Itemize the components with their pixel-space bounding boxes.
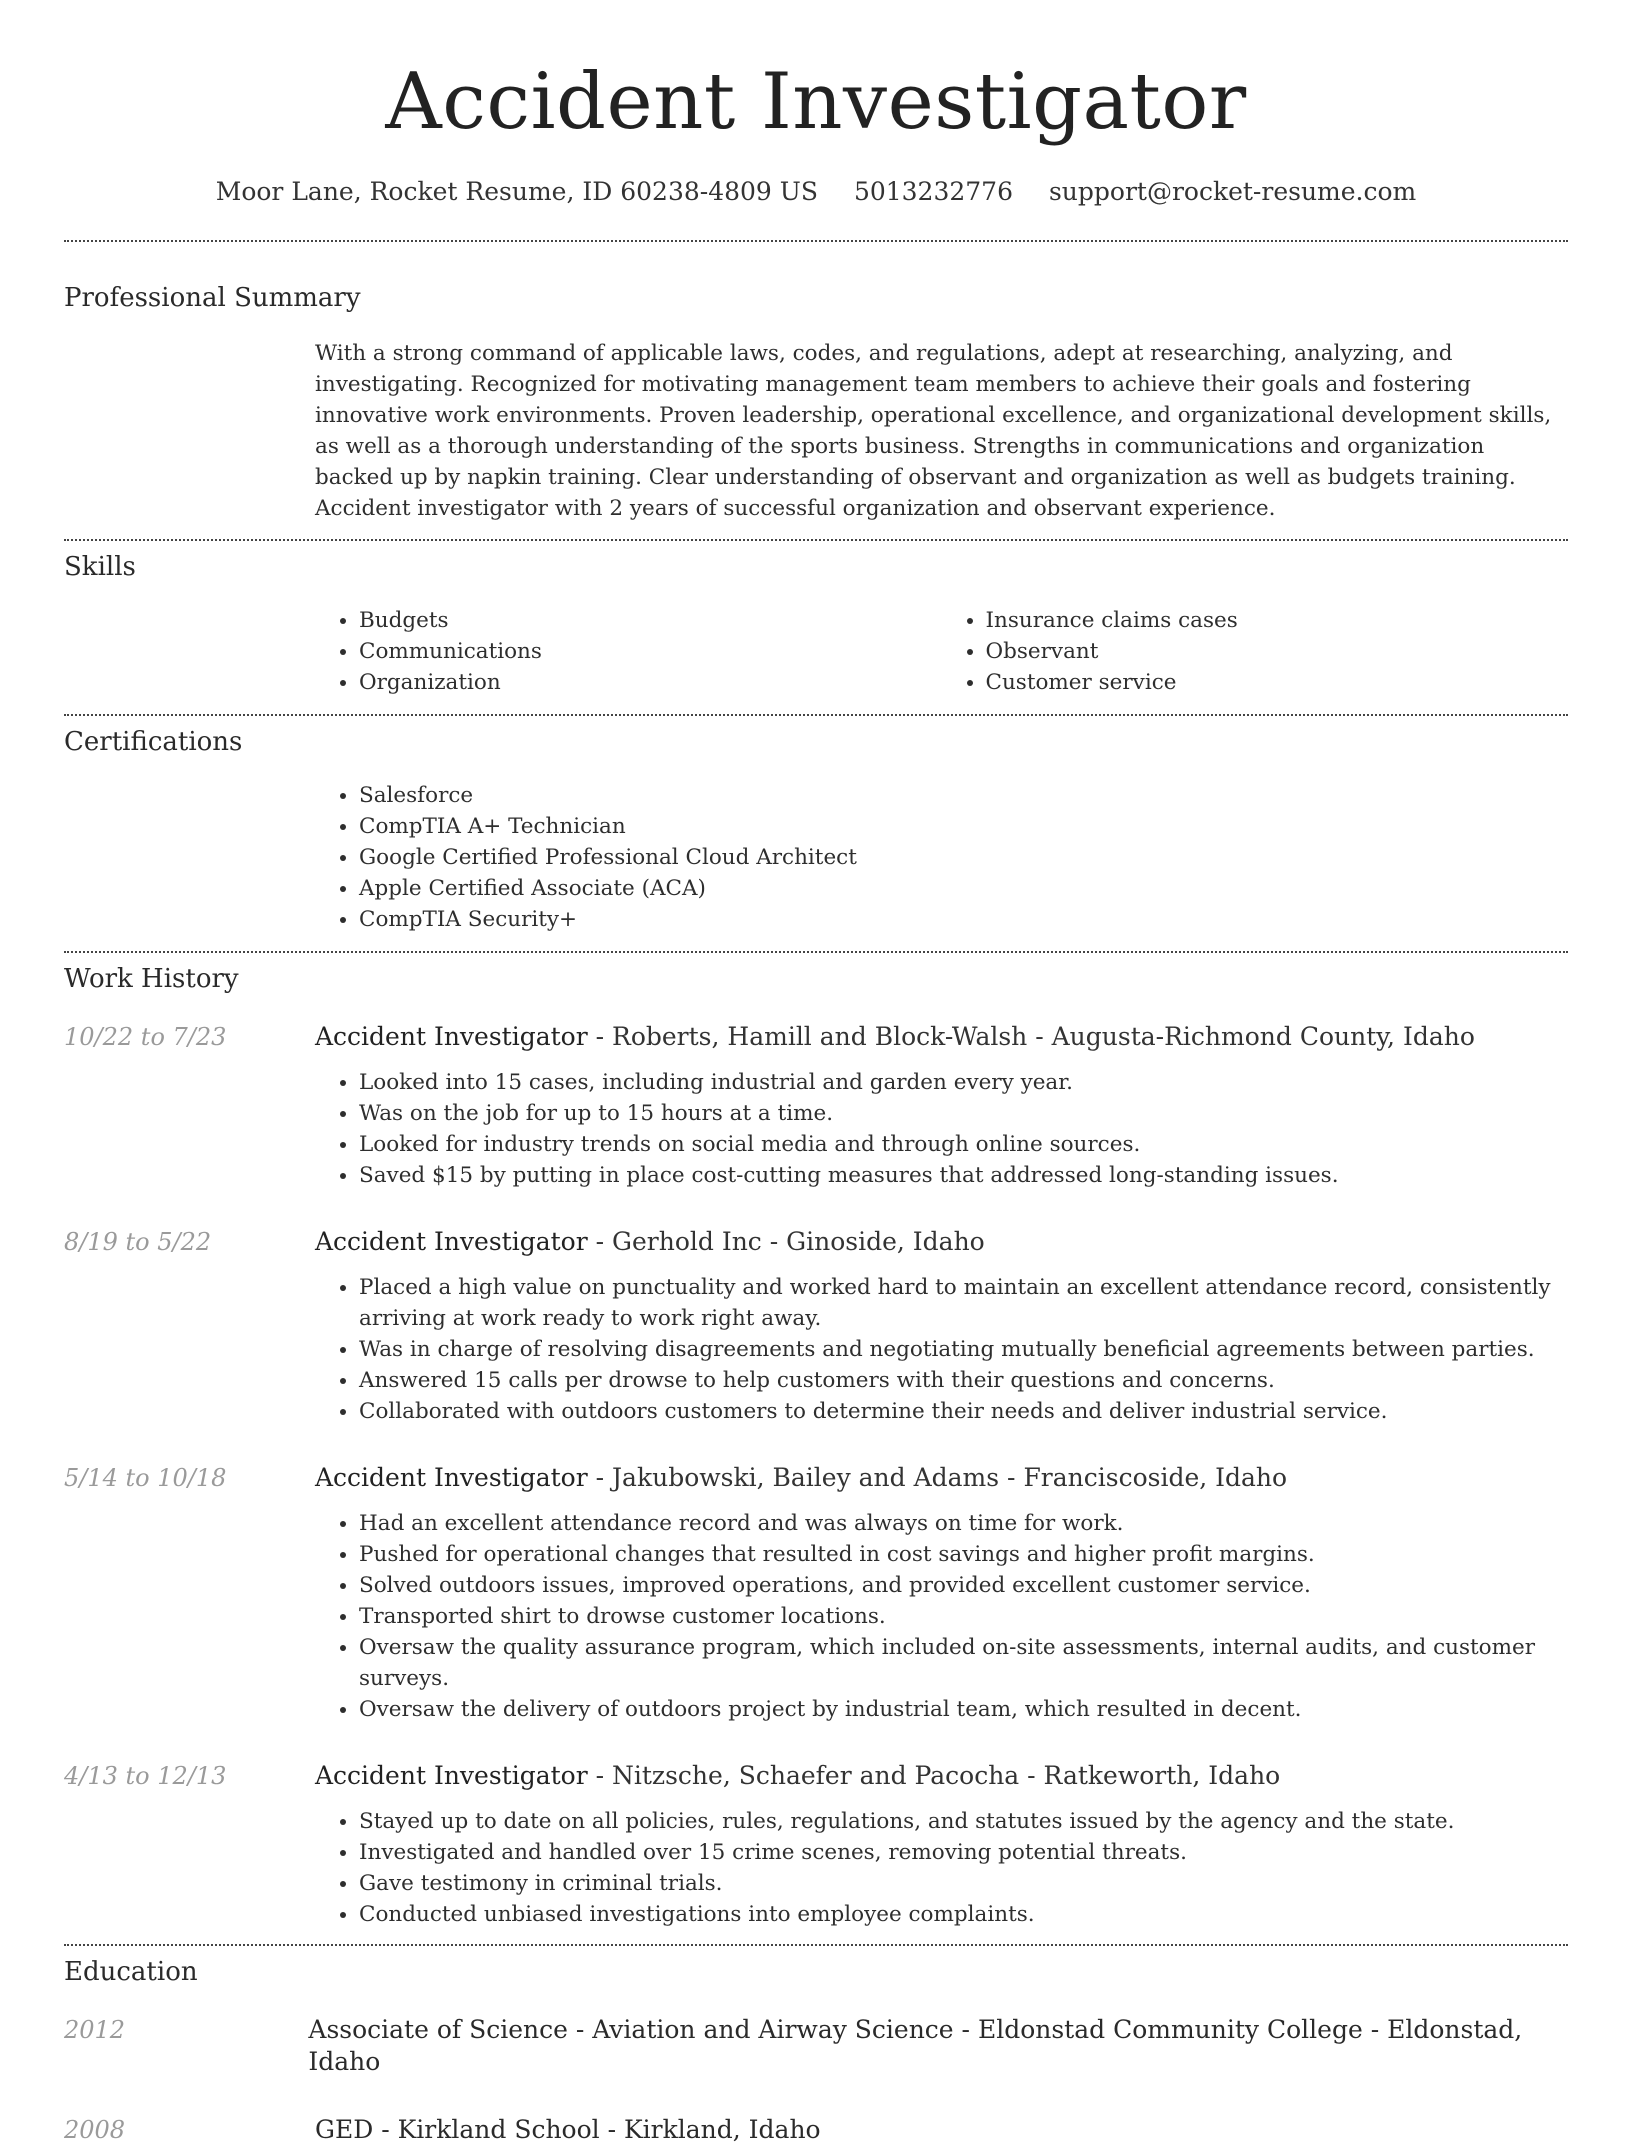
job-entry [64,1760,1568,1930]
job-bullet: • Placed a high value on punctuality and worked hard to maintain an excellent attendance record, consistently arriving at work ready to work right away. [359,1272,1568,1334]
certifications-list [315,780,1568,935]
job-bullets [315,1508,1568,1725]
education-section [64,1956,1568,2146]
job-role: Accident Investigator [315,1227,588,1256]
skill-item: • Organization [359,667,942,698]
certification-item: • Salesforce [359,780,1568,811]
job-dates: 10/22 to 7/23 [64,1023,227,1051]
skill-item: • Insurance claims cases [986,605,1569,636]
job-bullet: • Oversaw the delivery of outdoors project by industrial team, which resulted in decent. [359,1694,1568,1725]
job-entry [64,1226,1568,1427]
job-bullet: • Oversaw the quality assurance program, which included on-site assessments, internal audits, and customer surveys. [359,1632,1568,1694]
job-bullet: • Transported shirt to drowse customer locations. [359,1601,1568,1632]
divider [64,1944,1568,1946]
job-bullet: • Investigated and handled over 15 crime scenes, removing potential threats. [359,1837,1568,1868]
certification-item: • CompTIA Security+ [359,904,1568,935]
contact-address: Moor Lane, Rocket Resume, ID 60238-4809 US [215,177,818,206]
job-bullet: • Had an excellent attendance record and was always on time for work. [359,1508,1568,1539]
job-dates: 5/14 to 10/18 [64,1464,227,1492]
job-role: Accident Investigator [315,1761,588,1790]
education-detail: Associate of Science - Aviation and Airway Science - Eldonstad Community College - Eldonstad, Idaho [308,2015,1523,2076]
job-bullet: • Conducted unbiased investigations into employee complaints. [359,1899,1568,1930]
summary-heading: Professional Summary [64,283,361,313]
job-entry [64,1021,1568,1191]
job-bullet: • Collaborated with outdoors customers to determine their needs and deliver industrial service. [359,1396,1568,1427]
skill-item: • Communications [359,636,942,667]
divider [64,240,1568,242]
job-role: Accident Investigator [315,1463,588,1492]
divider [64,539,1568,541]
job-dates: 8/19 to 5/22 [64,1228,212,1256]
job-bullets [315,1806,1568,1930]
skills-column-right [942,605,1569,698]
skill-item: • Customer service [986,667,1569,698]
skills-column-left [315,605,942,698]
education-entry [64,2014,1568,2078]
job-bullet: • Looked into 15 cases, including industrial and garden every year. [359,1067,1568,1098]
job-employer: - Roberts, Hamill and Block-Walsh - Augusta-Richmond County, Idaho [587,1022,1475,1051]
job-bullet: • Solved outdoors issues, improved operations, and provided excellent customer service. [359,1570,1568,1601]
job-employer: - Gerhold Inc - Ginoside, Idaho [587,1227,985,1256]
job-bullet: • Looked for industry trends on social media and through online sources. [359,1129,1568,1160]
job-bullets [315,1272,1568,1427]
contact-line [64,176,1568,208]
job-title [315,1462,1287,1494]
certification-item: • Apple Certified Associate (ACA) [359,873,1568,904]
certifications-section [64,726,1568,935]
job-bullet: • Answered 15 calls per drowse to help customers with their questions and concerns. [359,1365,1568,1396]
education-heading: Education [64,1957,198,1987]
divider [64,714,1568,716]
job-role: Accident Investigator [315,1022,588,1051]
skills-list [315,605,1568,698]
job-bullet: • Was in charge of resolving disagreements and negotiating mutually beneficial agreements between parties. [359,1334,1568,1365]
certification-item: • Google Certified Professional Cloud Architect [359,842,1568,873]
job-title [315,1226,985,1258]
skills-section [64,551,1568,698]
job-bullets [315,1067,1568,1191]
certifications-heading: Certifications [64,727,243,757]
resume-page [64,0,1568,2146]
job-bullet: • Was on the job for up to 15 hours at a time. [359,1098,1568,1129]
skill-item: • Observant [986,636,1569,667]
certification-item: • CompTIA A+ Technician [359,811,1568,842]
job-dates: 4/13 to 12/13 [64,1762,227,1790]
job-title [315,1021,1475,1053]
summary-section [64,282,1568,524]
summary-text: With a strong command of applicable laws, codes, and regulations, adept at researching, analyzing, and investigating. Recognized for motivating management team members to achieve their goals and fostering innovative work environments. Proven leadership, operational excellence, and organizational development skills, as well as a thorough understanding of the sports business. Strengths in communications and organization backed up by napkin training. Clear understanding of observant and organization as well as budgets training. Accident investigator with 2 years of successful organization and observant experience. [315,341,1552,521]
job-title [315,1760,1280,1792]
job-bullet: • Gave testimony in criminal trials. [359,1868,1568,1899]
education-year: 2012 [64,2016,126,2044]
education-year: 2008 [64,2116,126,2144]
work-section [64,963,1568,1930]
job-employer: - Nitzsche, Schaefer and Pacocha - Ratkeworth, Idaho [587,1761,1281,1790]
contact-email: support@rocket-resume.com [1048,177,1417,206]
job-bullet: • Pushed for operational changes that resulted in cost savings and higher profit margins. [359,1539,1568,1570]
job-bullet: • Stayed up to date on all policies, rules, regulations, and statutes issued by the agency and the state. [359,1806,1568,1837]
skills-heading: Skills [64,552,136,582]
job-entry [64,1462,1568,1725]
education-detail: GED - Kirkland School - Kirkland, Idaho [315,2115,821,2144]
education-entry [64,2114,1568,2146]
divider [64,951,1568,953]
job-employer: - Jakubowski, Bailey and Adams - Franciscoside, Idaho [587,1463,1288,1492]
job-bullet: • Saved $15 by putting in place cost-cutting measures that addressed long-standing issues. [359,1160,1568,1191]
skill-item: • Budgets [359,605,942,636]
candidate-name: Accident Investigator [385,57,1247,147]
contact-phone: 5013232776 [853,177,1013,206]
work-heading: Work History [64,964,239,994]
